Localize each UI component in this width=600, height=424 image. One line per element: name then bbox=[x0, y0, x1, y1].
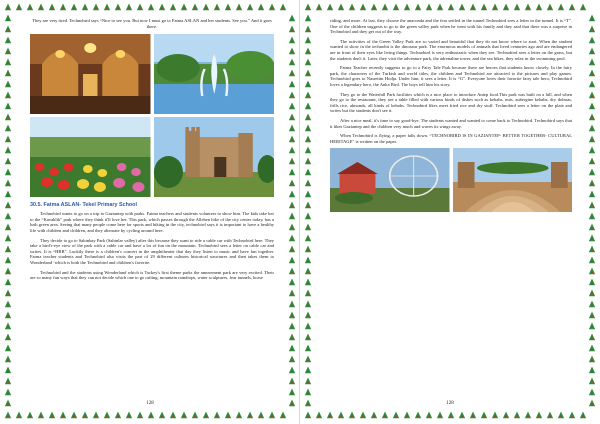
tree-icon bbox=[93, 412, 99, 419]
tree-icon bbox=[525, 4, 531, 11]
tree-icon bbox=[305, 312, 311, 319]
tree-icon bbox=[5, 37, 11, 44]
tree-icon bbox=[305, 48, 311, 55]
tree-icon bbox=[289, 48, 295, 55]
tree-icon bbox=[459, 412, 465, 419]
tree-icon bbox=[305, 235, 311, 242]
tree-icon bbox=[225, 4, 231, 11]
tree-icon bbox=[382, 4, 388, 11]
tree-icon bbox=[589, 191, 595, 198]
tree-icon bbox=[305, 224, 311, 231]
tree-icon bbox=[589, 345, 595, 352]
tree-icon bbox=[589, 70, 595, 77]
tree-icon bbox=[404, 4, 410, 11]
tree-icon bbox=[289, 92, 295, 99]
left-page-content bbox=[30, 18, 274, 402]
tree-icon bbox=[382, 412, 388, 419]
tree-icon bbox=[82, 412, 88, 419]
tree-icon bbox=[503, 412, 509, 419]
tree-icon bbox=[589, 37, 595, 44]
tree-icon bbox=[305, 125, 311, 132]
mosque-interior-photo bbox=[30, 34, 151, 114]
tree-icon bbox=[305, 213, 311, 220]
tree-icon bbox=[589, 389, 595, 396]
tree-icon bbox=[338, 4, 344, 11]
tree-icon bbox=[49, 412, 55, 419]
tree-icon bbox=[305, 246, 311, 253]
tree-icon bbox=[589, 103, 595, 110]
tree-icon bbox=[470, 4, 476, 11]
tree-icon bbox=[589, 136, 595, 143]
tree-icon bbox=[393, 412, 399, 419]
tree-icon bbox=[5, 235, 11, 242]
tree-icon bbox=[5, 279, 11, 286]
tree-icon bbox=[192, 4, 198, 11]
tree-icon bbox=[126, 412, 132, 419]
tree-icon bbox=[137, 412, 143, 419]
tree-icon bbox=[71, 412, 77, 419]
tree-icon bbox=[580, 4, 586, 11]
tree-icon bbox=[5, 345, 11, 352]
tree-icon bbox=[589, 202, 595, 209]
tree-icon bbox=[305, 114, 311, 121]
tree-icon bbox=[305, 323, 311, 330]
tree-icon bbox=[137, 4, 143, 11]
tree-icon bbox=[514, 412, 520, 419]
tree-icon bbox=[437, 412, 443, 419]
tree-icon bbox=[558, 4, 564, 11]
tree-icon bbox=[5, 367, 11, 374]
tree-icon bbox=[269, 412, 275, 419]
tree-icon bbox=[170, 4, 176, 11]
right-paragraph-5: After a nice meal, it's time to say good-bye. The students wanted and wanted to come back to Technobird. Technobird says that it likes Gaziantep and the children very much and waves its wings away. bbox=[330, 117, 572, 129]
tree-icon bbox=[589, 268, 595, 275]
tree-icon bbox=[589, 158, 595, 165]
tree-icon bbox=[448, 412, 454, 419]
tree-icon bbox=[305, 26, 311, 33]
right-paragraph-3: Fatma Teacher recently suggests to go to a Fairy Tale Park because there are heroes that students know closely. In the fairy park, the characters of the Turkish and world titles, the children and Technobird are attracted to the pictures and play games. Technobird goes to Nasrettin Hodja. Under him, it sees a letter. It is “G”. Everyone loves their favorite fairy tale hero, Technobird loves a legendary hero, the Anka Bird. The boys tell him his story. bbox=[330, 65, 572, 87]
tree-icon bbox=[305, 169, 311, 176]
tree-icon bbox=[305, 158, 311, 165]
tree-icon bbox=[305, 81, 311, 88]
tree-icon bbox=[289, 37, 295, 44]
tree-icon bbox=[569, 4, 575, 11]
tree-icon bbox=[289, 103, 295, 110]
tree-icon bbox=[289, 26, 295, 33]
tree-icon bbox=[5, 70, 11, 77]
left-paragraph-2: They decide to go to Sahinbay Park (Sahinlar valley) after this because they want to ride a cable car with Technobird here. They take a bird's-eye view of the park with a cable car and have a lot of fun on the mountain. Technobird sees a letter on cable car and writes. It is “HBB”. Luckily there is a children's concert in the amphitheater that day they listen to music and have fun together. Fatma teacher students and Technobird also visits the part of 29 different cultures historical structures and then takes them to Wonderland ‘which is both the Technobird and children's favorite. bbox=[30, 237, 274, 265]
tree-icon bbox=[5, 334, 11, 341]
tree-icon bbox=[589, 290, 595, 297]
tree-icon bbox=[289, 235, 295, 242]
tree-icon bbox=[393, 4, 399, 11]
tree-icon bbox=[589, 59, 595, 66]
tree-icon bbox=[280, 412, 286, 419]
tree-icon bbox=[305, 15, 311, 22]
tree-icon bbox=[214, 4, 220, 11]
tree-icon bbox=[289, 301, 295, 308]
tree-icon bbox=[415, 412, 421, 419]
tree-icon bbox=[589, 92, 595, 99]
tree-icon bbox=[82, 4, 88, 11]
amphitheater-photo bbox=[453, 148, 573, 212]
tree-icon bbox=[338, 412, 344, 419]
tree-icon bbox=[214, 412, 220, 419]
tree-icon bbox=[236, 412, 242, 419]
tree-icon bbox=[514, 4, 520, 11]
tree-icon bbox=[5, 180, 11, 187]
right-photo-strip bbox=[330, 148, 572, 212]
tree-icon bbox=[289, 59, 295, 66]
tree-icon bbox=[5, 125, 11, 132]
tree-icon bbox=[305, 378, 311, 385]
tree-icon bbox=[289, 312, 295, 319]
tree-icon bbox=[5, 224, 11, 231]
tree-icon bbox=[289, 257, 295, 264]
tree-icon bbox=[360, 412, 366, 419]
tree-icon bbox=[305, 37, 311, 44]
tree-icon bbox=[192, 412, 198, 419]
tree-icon bbox=[104, 412, 110, 419]
tree-icon bbox=[5, 48, 11, 55]
tree-icon bbox=[38, 412, 44, 419]
tree-icon bbox=[5, 257, 11, 264]
tree-icon bbox=[589, 301, 595, 308]
tree-icon bbox=[404, 412, 410, 419]
tree-icon bbox=[305, 103, 311, 110]
section-heading: 30.5. Fatma ASLAN- Tekel Primary School bbox=[30, 202, 137, 209]
tree-icon bbox=[280, 4, 286, 11]
tree-icon bbox=[27, 4, 33, 11]
tree-icon bbox=[289, 268, 295, 275]
tree-icon bbox=[38, 4, 44, 11]
tree-icon bbox=[225, 412, 231, 419]
tree-icon bbox=[289, 114, 295, 121]
tree-icon bbox=[5, 114, 11, 121]
tree-icon bbox=[589, 81, 595, 88]
tree-icon bbox=[126, 4, 132, 11]
tree-icon bbox=[71, 4, 77, 11]
tree-icon bbox=[5, 202, 11, 209]
tulip-garden-photo bbox=[30, 117, 151, 197]
tree-icon bbox=[305, 290, 311, 297]
tree-icon bbox=[589, 147, 595, 154]
tree-icon bbox=[289, 81, 295, 88]
tree-icon bbox=[426, 412, 432, 419]
tree-icon bbox=[5, 147, 11, 154]
tree-icon bbox=[305, 70, 311, 77]
tree-icon bbox=[492, 4, 498, 11]
tree-icon bbox=[536, 4, 542, 11]
tree-icon bbox=[104, 4, 110, 11]
right-page-number: 128 bbox=[446, 401, 454, 406]
tree-icon bbox=[305, 345, 311, 352]
tree-icon bbox=[289, 356, 295, 363]
tree-icon bbox=[5, 92, 11, 99]
tree-icon bbox=[5, 169, 11, 176]
tree-icon bbox=[289, 290, 295, 297]
tree-icon bbox=[115, 412, 121, 419]
tree-icon bbox=[269, 4, 275, 11]
tree-icon bbox=[5, 59, 11, 66]
tree-icon bbox=[415, 4, 421, 11]
tree-icon bbox=[305, 356, 311, 363]
tree-icon bbox=[589, 213, 595, 220]
tree-icon bbox=[305, 4, 311, 11]
tree-icon bbox=[289, 147, 295, 154]
tree-icon bbox=[5, 246, 11, 253]
tree-icon bbox=[589, 312, 595, 319]
tree-icon bbox=[60, 412, 66, 419]
right-paragraph-6: When Technobird is flying, a paper falls down. “TECHNOBIRD IS IN GAZIANTEP- BETTER TOGETHER- CULTURAL HERITAGE” is written on the paper. bbox=[330, 133, 572, 144]
tree-icon bbox=[289, 158, 295, 165]
tree-icon bbox=[289, 136, 295, 143]
tree-icon bbox=[305, 279, 311, 286]
tree-icon bbox=[492, 412, 498, 419]
left-photo-grid bbox=[30, 34, 274, 197]
tree-icon bbox=[289, 334, 295, 341]
tree-icon bbox=[589, 180, 595, 187]
tree-icon bbox=[27, 412, 33, 419]
tree-icon bbox=[327, 4, 333, 11]
tree-icon bbox=[305, 180, 311, 187]
tree-icon bbox=[589, 356, 595, 363]
tree-icon bbox=[159, 4, 165, 11]
tree-icon bbox=[289, 202, 295, 209]
tree-icon bbox=[5, 378, 11, 385]
tree-icon bbox=[289, 70, 295, 77]
tree-icon bbox=[589, 224, 595, 231]
tree-icon bbox=[5, 191, 11, 198]
tree-icon bbox=[16, 4, 22, 11]
tree-icon bbox=[5, 356, 11, 363]
right-paragraph-1: riding, and more. At last, they choose the anaconda and the fear settled in the tunnel.Technobird sees a letter in the tunnel. It is “T”. One of the children suggests to go to the green valley park when he went with his family and they said that there was a surprise in Technobird and they get out of the way. bbox=[330, 18, 572, 35]
tree-icon bbox=[589, 235, 595, 242]
tree-icon bbox=[569, 412, 575, 419]
tree-icon bbox=[305, 136, 311, 143]
tree-icon bbox=[5, 301, 11, 308]
tree-icon bbox=[289, 15, 295, 22]
tree-icon bbox=[258, 412, 264, 419]
tree-icon bbox=[5, 158, 11, 165]
right-page bbox=[300, 0, 600, 424]
tree-icon bbox=[589, 334, 595, 341]
tree-icon bbox=[426, 4, 432, 11]
tree-icon bbox=[558, 412, 564, 419]
left-intro-text: They are very tired. Technobird says “Nice to see you. But now I must go to Fatma ASLAN and her students. See you.” And it goes there. bbox=[32, 18, 272, 29]
tree-icon bbox=[5, 323, 11, 330]
tree-icon bbox=[589, 125, 595, 132]
tree-icon bbox=[203, 4, 209, 11]
tree-icon bbox=[503, 4, 509, 11]
castle-fortress-photo bbox=[154, 117, 275, 197]
right-paragraph-4: They go to the Waterfall Park facilities which is a nice place to introduce Antep food.This park was built on a hill, and when they go to the restaurant, they see a table filled with various kinds of dishes such as kebabs, nuts, aubergine kebabs, dry dolmas, frills rice, almonds, all kinds of kebabs. Technobird likes meet fried rice and dry stuff. Technobird sees a letter on the plate and writes but the students don't see it. bbox=[330, 91, 572, 114]
tree-icon bbox=[305, 59, 311, 66]
tree-icon bbox=[5, 312, 11, 319]
tree-icon bbox=[589, 323, 595, 330]
tree-icon bbox=[305, 257, 311, 264]
left-paragraph-1: Technobird wants to go on a trip to Gaziantep with parks. Fatma teachers and students volunteer to show him. The kids take her to the “Kavaklik” park where they think it'll love her. This park, which passes through the Alleben hike of the city center today, has a lush green area. Seeing that many people come here for sports and hiking in the city, technobird says it is important to have a healthy life with children and children, and they alternate by cycling around here. bbox=[30, 211, 274, 233]
amusement-park-photo bbox=[330, 148, 450, 212]
tree-icon bbox=[589, 169, 595, 176]
right-page-content bbox=[330, 18, 572, 402]
tree-icon bbox=[349, 4, 355, 11]
tree-icon bbox=[481, 412, 487, 419]
tree-icon bbox=[5, 81, 11, 88]
tree-icon bbox=[305, 147, 311, 154]
tree-icon bbox=[589, 26, 595, 33]
tree-icon bbox=[305, 412, 311, 419]
tree-icon bbox=[60, 4, 66, 11]
tree-icon bbox=[247, 412, 253, 419]
tree-icon bbox=[5, 412, 11, 419]
tree-icon bbox=[547, 4, 553, 11]
tree-icon bbox=[203, 412, 209, 419]
tree-icon bbox=[289, 389, 295, 396]
tree-icon bbox=[589, 48, 595, 55]
tree-icon bbox=[289, 169, 295, 176]
tree-icon bbox=[371, 4, 377, 11]
tree-icon bbox=[437, 4, 443, 11]
tree-icon bbox=[289, 246, 295, 253]
tree-icon bbox=[316, 4, 322, 11]
tree-icon bbox=[305, 367, 311, 374]
tree-icon bbox=[305, 268, 311, 275]
tree-icon bbox=[289, 378, 295, 385]
tree-icon bbox=[360, 4, 366, 11]
tree-icon bbox=[16, 412, 22, 419]
tree-icon bbox=[589, 246, 595, 253]
tree-icon bbox=[5, 290, 11, 297]
tree-icon bbox=[580, 412, 586, 419]
tree-icon bbox=[289, 279, 295, 286]
tree-icon bbox=[289, 323, 295, 330]
tree-icon bbox=[115, 4, 121, 11]
tree-icon bbox=[148, 412, 154, 419]
tree-icon bbox=[349, 412, 355, 419]
tree-icon bbox=[93, 4, 99, 11]
tree-icon bbox=[148, 4, 154, 11]
right-paragraph-2: The activities of the Green Valley Park are so varied and beautiful that they do not know where to start. When the student wanted to show in the technobit is the dinosaur park. The enormous models of animals that lived centuries ago and are endangered are in front of their eyes like living things. Technobird is very enthusiastic when they see. Technobird sees a letter on the grass, but the students don't it. Later, they visit the adventure park, the adrenaline tower, and the sea bikes, they relax in the swimming pool. bbox=[330, 38, 572, 61]
tree-icon bbox=[258, 4, 264, 11]
tree-icon bbox=[5, 4, 11, 11]
tree-icon bbox=[5, 268, 11, 275]
park-fountain-photo bbox=[154, 34, 275, 114]
tree-icon bbox=[5, 103, 11, 110]
tree-icon bbox=[448, 4, 454, 11]
tree-icon bbox=[305, 334, 311, 341]
tree-icon bbox=[470, 412, 476, 419]
tree-icon bbox=[305, 389, 311, 396]
tree-icon bbox=[159, 412, 165, 419]
tree-icon bbox=[289, 191, 295, 198]
tree-icon bbox=[289, 367, 295, 374]
tree-icon bbox=[236, 4, 242, 11]
tree-icon bbox=[181, 412, 187, 419]
tree-icon bbox=[49, 4, 55, 11]
tree-icon bbox=[289, 345, 295, 352]
tree-icon bbox=[247, 4, 253, 11]
tree-icon bbox=[5, 389, 11, 396]
tree-icon bbox=[5, 26, 11, 33]
tree-icon bbox=[589, 367, 595, 374]
tree-icon bbox=[327, 412, 333, 419]
tree-icon bbox=[316, 412, 322, 419]
tree-icon bbox=[289, 125, 295, 132]
tree-icon bbox=[589, 114, 595, 121]
tree-icon bbox=[371, 412, 377, 419]
tree-icon bbox=[181, 4, 187, 11]
tree-icon bbox=[536, 412, 542, 419]
left-page-number: 128 bbox=[146, 401, 154, 406]
tree-icon bbox=[589, 378, 595, 385]
tree-icon bbox=[305, 191, 311, 198]
tree-icon bbox=[289, 224, 295, 231]
left-paragraph-3: Technobird and the students using Wonderland which is Turkey's first theme parks the amusement park are very excited. Their are so many fun ways that they can not decide which one to go rafting, mountain raindrops, water sculptures, fear tunnels, horse bbox=[30, 269, 274, 281]
tree-icon bbox=[5, 136, 11, 143]
tree-icon bbox=[305, 301, 311, 308]
tree-icon bbox=[459, 4, 465, 11]
tree-icon bbox=[5, 15, 11, 22]
tree-icon bbox=[589, 15, 595, 22]
tree-icon bbox=[547, 412, 553, 419]
tree-icon bbox=[525, 412, 531, 419]
tree-icon bbox=[170, 412, 176, 419]
tree-icon bbox=[5, 213, 11, 220]
tree-icon bbox=[481, 4, 487, 11]
tree-icon bbox=[289, 180, 295, 187]
tree-icon bbox=[589, 279, 595, 286]
tree-icon bbox=[289, 213, 295, 220]
tree-icon bbox=[305, 202, 311, 209]
tree-icon bbox=[589, 257, 595, 264]
tree-icon bbox=[305, 92, 311, 99]
